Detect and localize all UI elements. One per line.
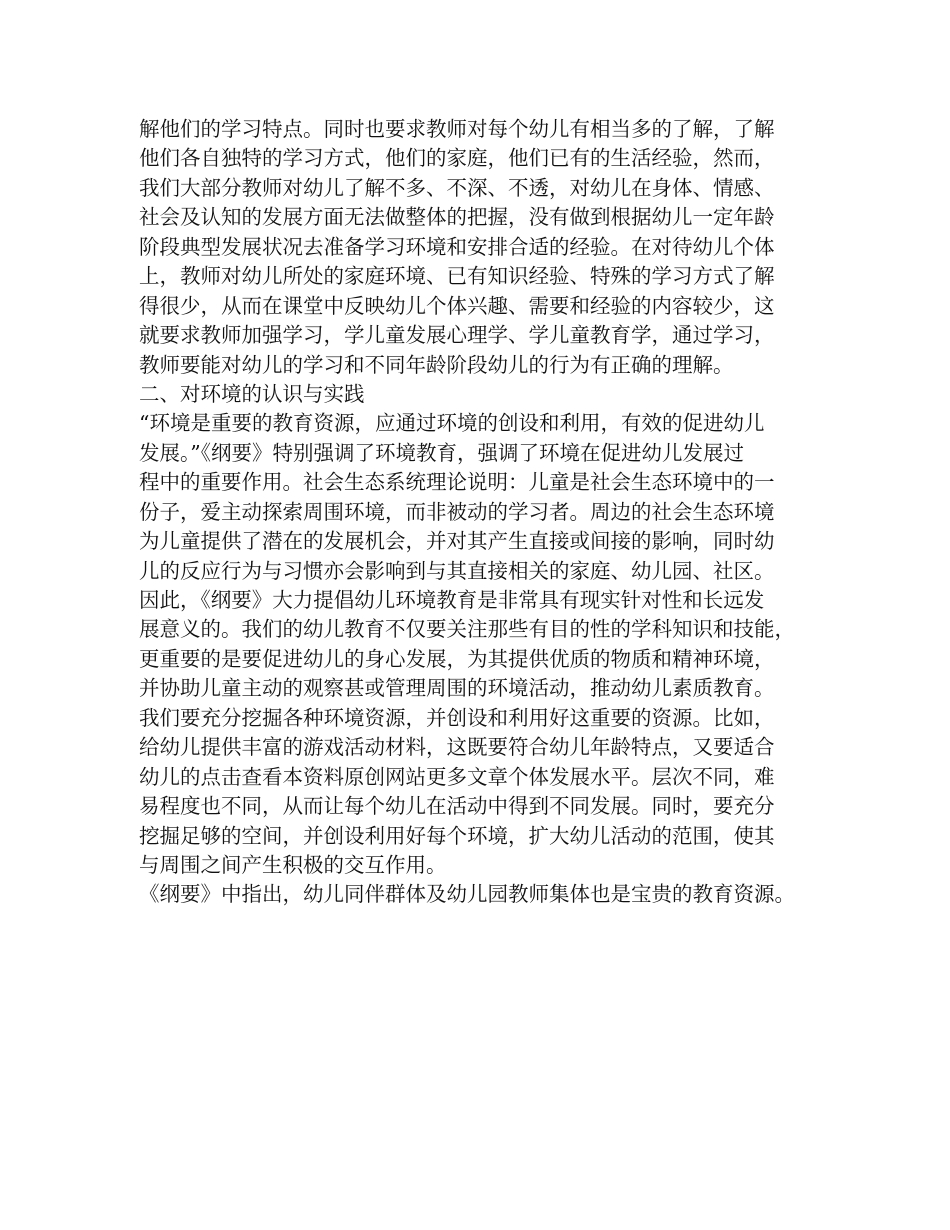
text-line: 阶段典型发展状况去准备学习环境和安排合适的经验。在对待幼儿个体 [139,234,775,259]
text-line: 展意义的。我们的幼儿教育不仅要关注那些有目的性的学科知识和技能， [139,617,795,642]
text-line: 我们要充分挖掘各种环境资源，并创设和利用好这重要的资源。比如， [139,705,775,730]
text-line: 就要求教师加强学习，学儿童发展心理学、学儿童教育学，通过学习， [139,323,775,348]
text-line: 因此，《纲要》大力提倡幼儿环境教育是非常具有现实针对性和长远发 [139,588,765,612]
text-line: 给幼儿提供丰富的游戏活动材料，这既要符合幼儿年龄特点，又要适合 [139,735,775,760]
text-line: 儿的反应行为与习惯亦会影响到与其直接相关的家庭、幼儿园、社区。 [139,558,775,583]
text-line: 他们各自独特的学习方式，他们的家庭，他们已有的生活经验，然而， [139,146,775,171]
text-line: 我们大部分教师对幼儿了解不多、不深、不透，对幼儿在身体、情感、 [139,175,775,200]
text-line: 与周围之间产生积极的交互作用。 [139,852,447,877]
text-line: 易程度也不同，从而让每个幼儿在活动中得到不同发展。同时，要充分 [139,794,775,819]
text-line: 份子，爱主动探索周围环境，而非被动的学习者。周边的社会生态环境 [139,499,775,524]
text-line: 为儿童提供了潜在的发展机会，并对其产生直接或间接的影响，同时幼 [139,529,775,554]
section-heading: 二、对环境的认识与实践 [139,381,365,406]
text-line: 解他们的学习特点。同时也要求教师对每个幼儿有相当多的了解，了解 [139,117,775,141]
text-line: 社会及认知的发展方面无法做整体的把握，没有做到根据幼儿一定年龄 [139,205,775,230]
text-line: 幼儿的点击查看本资料原创网站更多文章个体发展水平。层次不同，难 [139,764,775,789]
body-text [139,115,839,910]
text-line: 上，教师对幼儿所处的家庭环境、已有知识经验、特殊的学习方式了解 [139,264,775,289]
text-line: 并协助儿童主动的观察甚或管理周围的环境活动，推动幼儿素质教育。 [139,676,775,701]
text-line: 程中的重要作用。社会生态系统理论说明：儿童是社会生态环境中的一 [139,470,775,495]
text-line: 得很少，从而在课堂中反映幼儿个体兴趣、需要和经验的内容较少，这 [139,293,775,318]
text-line: 教师要能对幼儿的学习和不同年龄阶段幼儿的行为有正确的理解。 [139,352,734,377]
text-line: 更重要的是要促进幼儿的身心发展，为其提供优质的物质和精神环境， [139,646,775,671]
text-line: 发展。”《纲要》特别强调了环境教育，强调了环境在促进幼儿发展过 [139,440,744,465]
text-line: “环境是重要的教育资源，应通过环境的创设和利用，有效的促进幼儿 [139,411,765,436]
text-line: 挖掘足够的空间，并创设利用好每个环境，扩大幼儿活动的范围，使其 [139,823,775,848]
text-line: 《纲要》中指出，幼儿同伴群体及幼儿园教师集体也是宝贵的教育资源。 [139,882,795,907]
